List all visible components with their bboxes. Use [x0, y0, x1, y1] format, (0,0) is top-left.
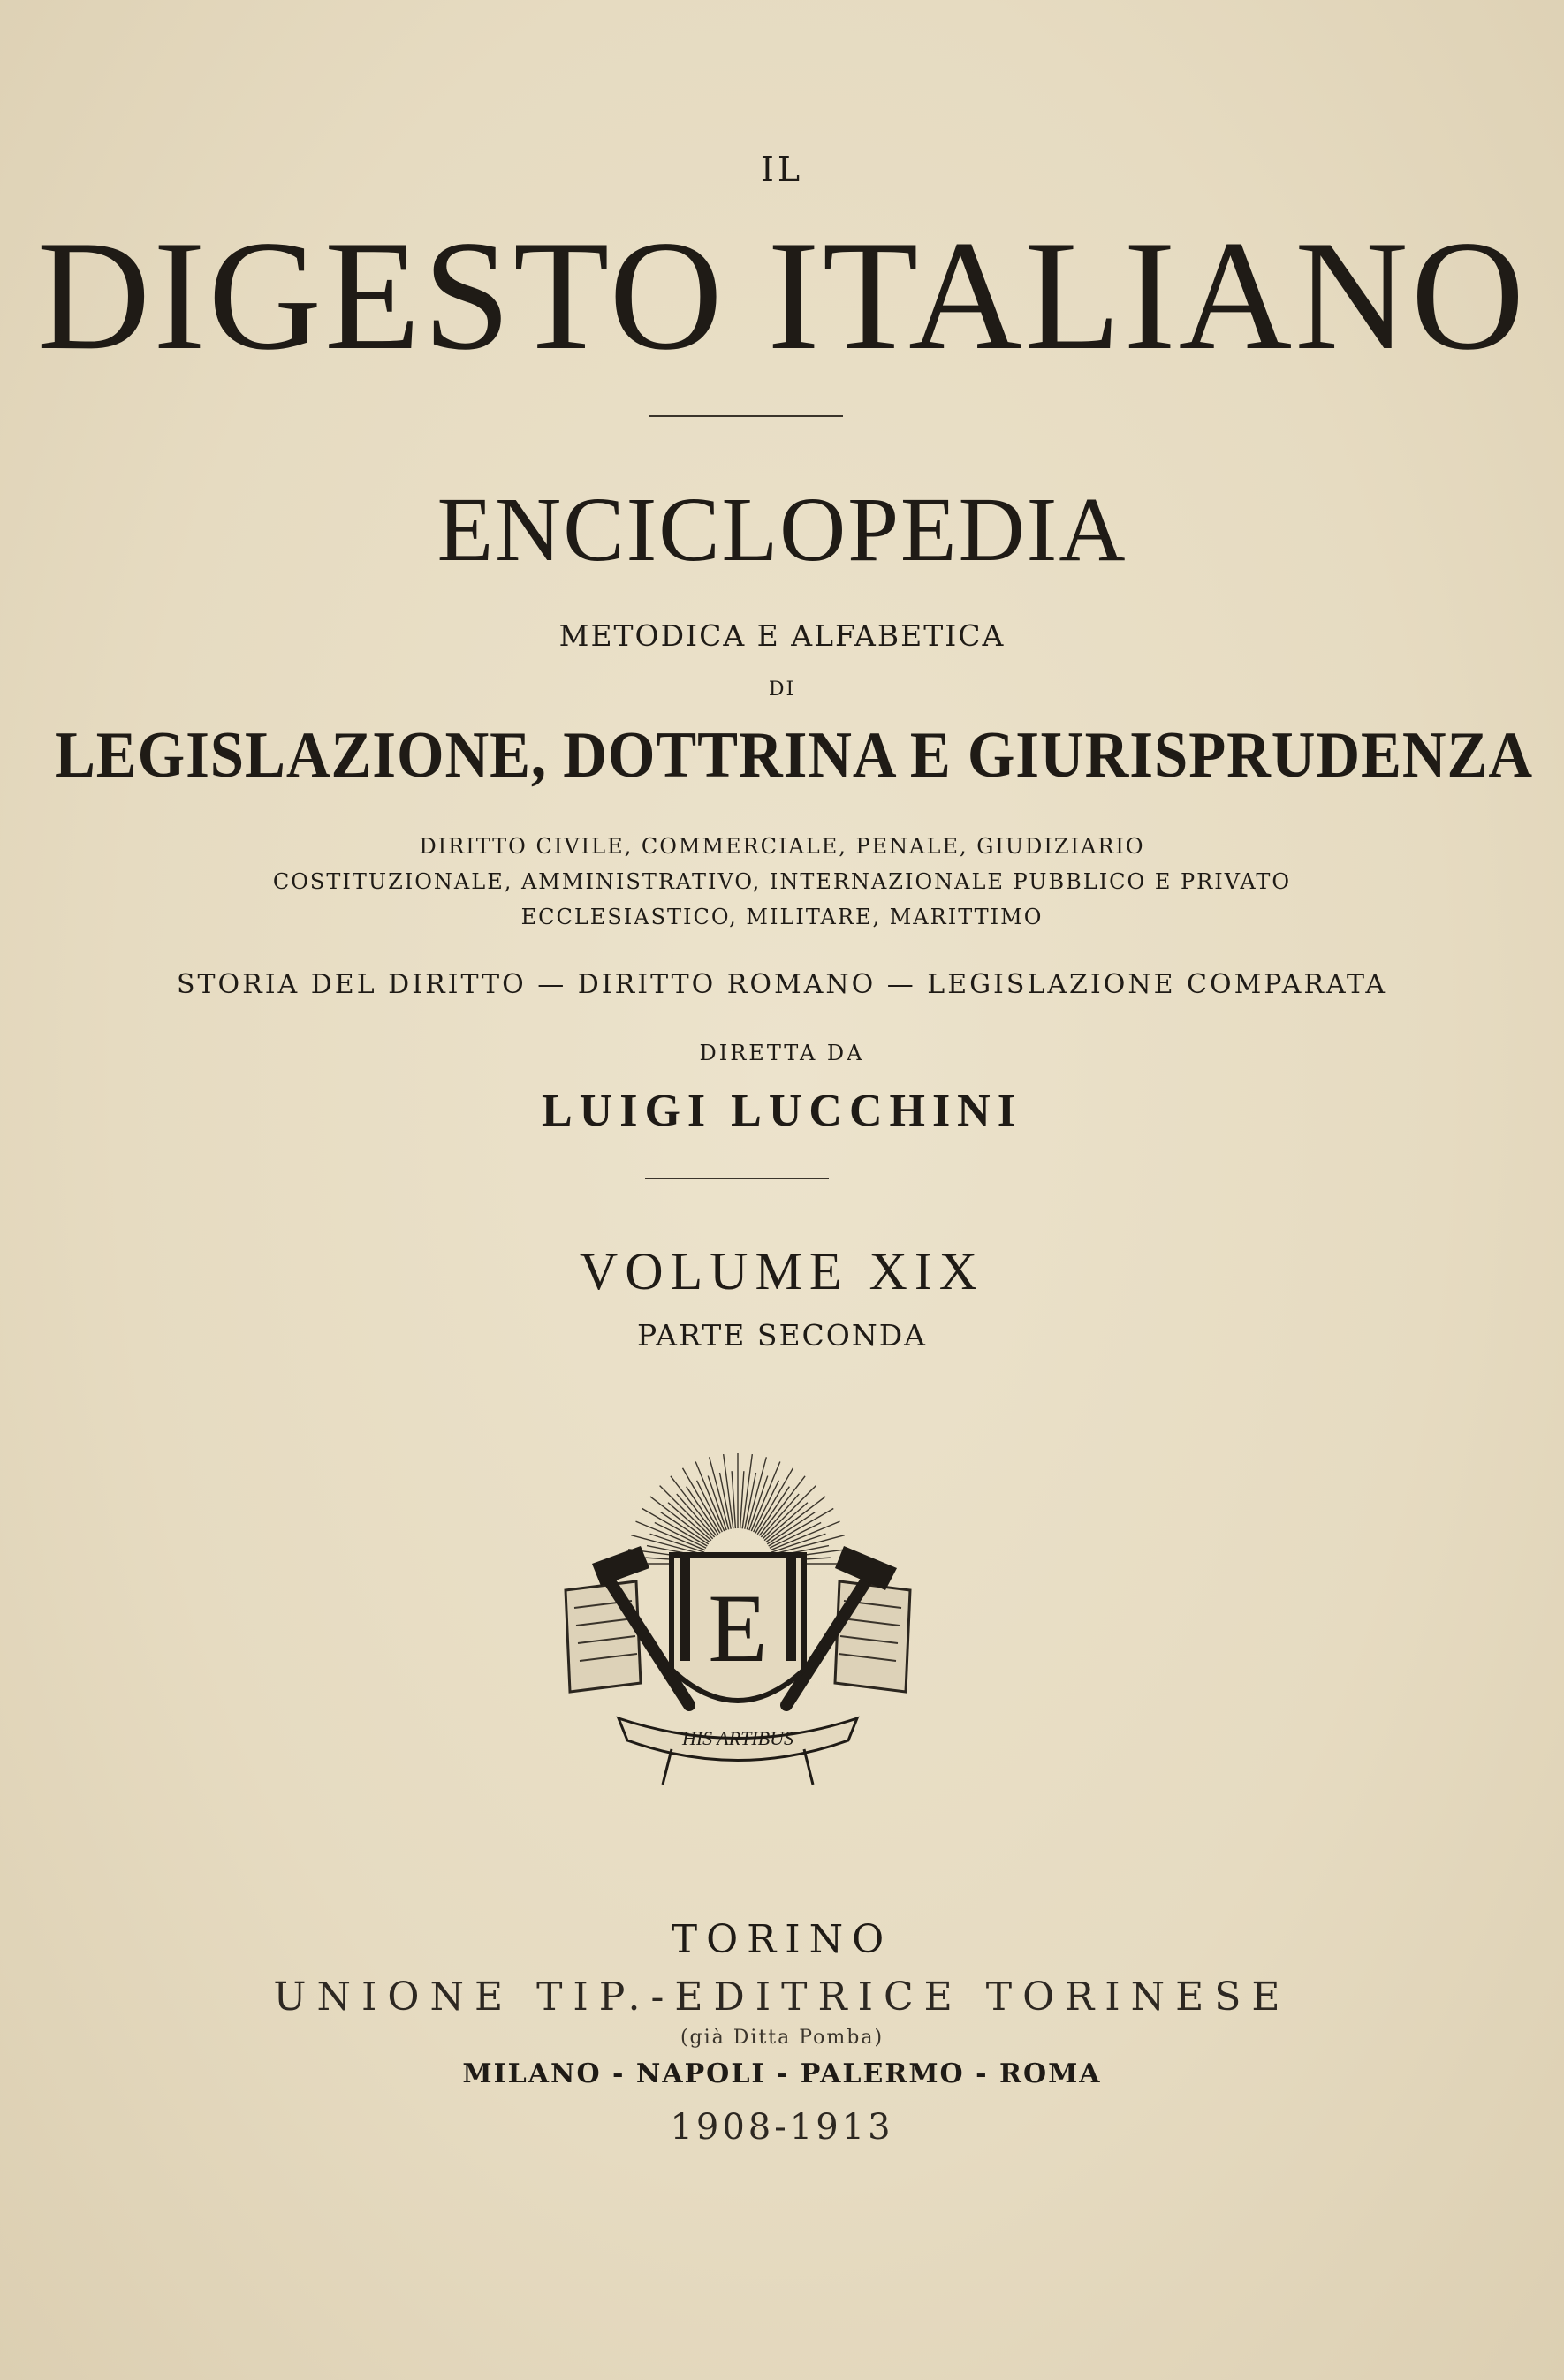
divider-rule [645, 1178, 829, 1179]
scope-line: DIRITTO CIVILE, COMMERCIALE, PENALE, GIUDIZIARIO [419, 834, 1145, 859]
publisher-name: UNIONE TIP.-EDITRICE TORINESE [273, 1974, 1291, 2020]
volume-number: VOLUME XIX [579, 1242, 985, 1300]
directed-by-label: DIRETTA DA [699, 1041, 865, 1065]
main-subject: LEGISLAZIONE, DOTTRINA E GIURISPRUDENZA [54, 719, 1533, 792]
pre-title: IL [760, 150, 804, 189]
svg-text:E: E [708, 1574, 768, 1682]
scope-line: COSTITUZIONALE, AMMINISTRATIVO, INTERNAZIONALE PUBBLICO E PRIVATO [272, 869, 1292, 894]
subtitle: METODICA E ALFABETICA [558, 618, 1006, 653]
publisher-former-name: (già Ditta Pomba) [680, 2027, 884, 2049]
topics-line: STORIA DEL DIRITTO — DIRITTO ROMANO — LEGISLAZIONE COMPARATA [176, 969, 1388, 1000]
publication-city: TORINO [671, 1917, 893, 1962]
volume-part: PARTE SECONDA [636, 1318, 928, 1353]
book-title: DIGESTO ITALIANO [36, 208, 1528, 383]
publication-years: 1908-1913 [670, 2107, 894, 2148]
publisher-emblem-icon [557, 1449, 919, 1793]
scope-line: ECCLESIASTICO, MILITARE, MARITTIMO [520, 905, 1044, 929]
branch-cities: MILANO - NAPOLI - PALERMO - ROMA [462, 2058, 1102, 2089]
divider-rule [649, 415, 843, 417]
work-type: ENCICLOPEDIA [437, 479, 1127, 580]
emblem-motto: HIS ARTIBUS [681, 1727, 794, 1749]
subtitle-di: DI [768, 678, 796, 701]
editor-name: LUIGI LUCCHINI [542, 1086, 1022, 1136]
